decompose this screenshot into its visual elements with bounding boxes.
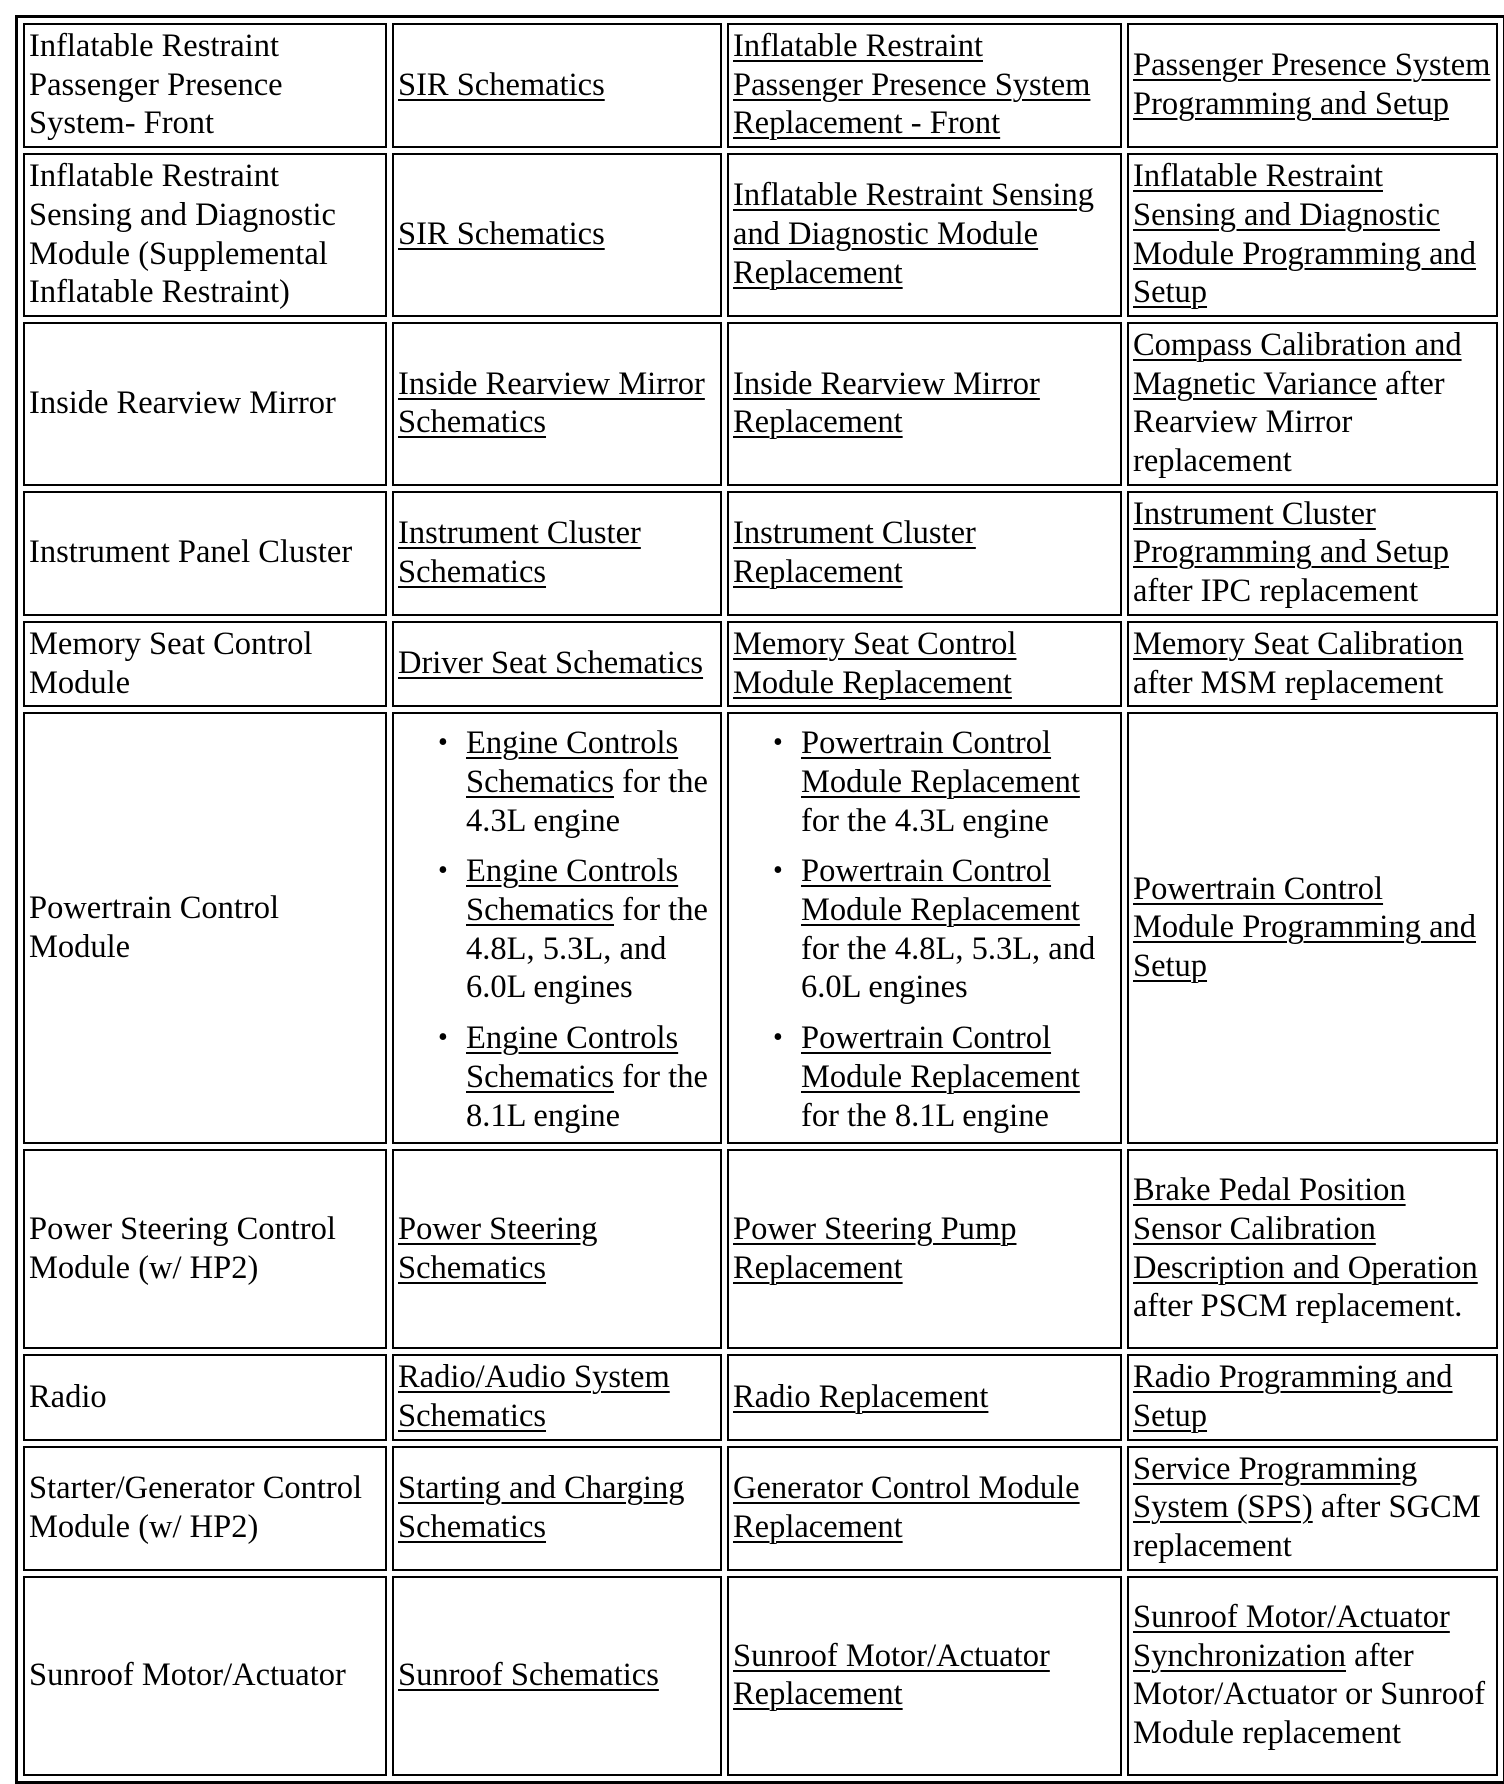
list-item <box>466 852 716 1007</box>
programming-link[interactable]: Passenger Presence System Programming and Setup <box>1133 47 1491 123</box>
replacement-link[interactable]: Powertrain Control Module Replacement <box>801 853 1080 929</box>
programming-link[interactable]: Memory Seat Calibration <box>1133 625 1464 662</box>
schematics-link[interactable]: Engine Controls Schematics <box>466 1020 679 1095</box>
schematics-link[interactable]: SIR Schematics <box>398 216 605 253</box>
replacement-link[interactable]: Memory Seat Control Module Replacement <box>733 625 1017 701</box>
programming-cell <box>1127 491 1498 616</box>
programming-link[interactable]: Instrument Cluster Programming and Setup <box>1133 495 1449 571</box>
component-name: Power Steering Control Module (w/ HP2) <box>29 1211 336 1286</box>
table-row <box>23 1446 1498 1571</box>
programming-cell <box>1127 322 1498 486</box>
replacement-cell <box>727 23 1122 148</box>
replacement-cell <box>727 1354 1122 1440</box>
list-item <box>801 724 1116 840</box>
replacement-link[interactable]: Inside Rearview Mirror Replacement <box>733 365 1040 441</box>
engine-note: for the 8.1L engine <box>466 1058 708 1134</box>
table-row <box>23 1576 1498 1776</box>
replacement-link[interactable]: Sunroof Motor/Actuator Replacement <box>733 1637 1050 1713</box>
programming-cell <box>1127 153 1498 317</box>
component-cell <box>23 1576 387 1776</box>
schematics-cell <box>392 621 722 707</box>
component-name: Sunroof Motor/Actuator <box>29 1656 346 1693</box>
table-row <box>23 322 1498 486</box>
component-cell <box>23 23 387 148</box>
table-row <box>23 491 1498 616</box>
replacement-cell <box>727 621 1122 707</box>
schematics-link[interactable]: Sunroof Schematics <box>398 1656 659 1693</box>
programming-link[interactable]: Brake Pedal Position Sensor Calibration Description and Operation <box>1133 1172 1478 1286</box>
component-name: Starter/Generator Control Module (w/ HP2) <box>29 1470 363 1545</box>
programming-cell <box>1127 1446 1498 1571</box>
replacement-cell <box>727 1446 1122 1571</box>
programming-cell <box>1127 712 1498 1144</box>
schematics-link[interactable]: Starting and Charging Schematics <box>398 1470 685 1545</box>
schematics-link[interactable]: Engine Controls Schematics <box>466 853 679 929</box>
schematics-cell <box>392 491 722 616</box>
programming-link[interactable]: Service Programming System (SPS) <box>1133 1450 1418 1526</box>
schematics-link[interactable]: Driver Seat Schematics <box>398 645 704 682</box>
schematics-link[interactable]: Power Steering Schematics <box>398 1211 598 1286</box>
programming-note: after Rearview Mirror replacement <box>1133 365 1445 480</box>
programming-note: after SGCM replacement <box>1133 1489 1481 1565</box>
replacement-link[interactable]: Instrument Cluster Replacement <box>733 515 976 590</box>
replacement-link[interactable]: Powertrain Control Module Replacement <box>801 1020 1080 1095</box>
schematics-list <box>398 724 716 1135</box>
schematics-cell <box>392 1149 722 1349</box>
replacement-link[interactable]: Inflatable Restraint Passenger Presence System Replacement - Front <box>733 28 1091 142</box>
replacement-cell <box>727 322 1122 486</box>
list-item <box>466 724 716 840</box>
engine-note: for the 4.3L engine <box>801 802 1049 839</box>
component-name: Inflatable Restraint Sensing and Diagnostic Module (Supplemental Inflatable Restraint) <box>29 158 336 311</box>
replacement-cell <box>727 1576 1122 1776</box>
programming-cell <box>1127 1354 1498 1440</box>
replacement-link[interactable]: Generator Control Module Replacement <box>733 1470 1080 1545</box>
component-name: Inside Rearview Mirror <box>29 384 336 421</box>
replacement-list <box>733 724 1116 1135</box>
table-row <box>23 23 1498 148</box>
table-row <box>23 621 1498 707</box>
table-row <box>23 1354 1498 1440</box>
schematics-cell <box>392 1576 722 1776</box>
component-cell <box>23 1446 387 1571</box>
table-row <box>23 1149 1498 1349</box>
component-cell <box>23 153 387 317</box>
programming-note: after Motor/Actuator or Sunroof Module replacement <box>1133 1637 1486 1751</box>
engine-note: for the 8.1L engine <box>801 1097 1049 1134</box>
schematics-link[interactable]: SIR Schematics <box>398 66 605 103</box>
component-cell <box>23 621 387 707</box>
list-item <box>801 1019 1116 1135</box>
schematics-cell <box>392 322 722 486</box>
engine-note: for the 4.8L, 5.3L, and 6.0L engines <box>801 930 1096 1006</box>
programming-cell <box>1127 23 1498 148</box>
component-name: Instrument Panel Cluster <box>29 534 353 571</box>
component-name: Inflatable Restraint Passenger Presence System- Front <box>29 28 283 142</box>
table-row <box>23 153 1498 317</box>
replacement-link[interactable]: Inflatable Restraint Sensing and Diagnostic Module Replacement <box>733 177 1095 291</box>
schematics-cell <box>392 712 722 1144</box>
component-programming-table <box>15 15 1504 1784</box>
component-name: Radio <box>29 1378 107 1415</box>
component-cell <box>23 1354 387 1440</box>
programming-link[interactable]: Powertrain Control Module Programming and Setup <box>1133 870 1477 985</box>
replacement-cell <box>727 491 1122 616</box>
replacement-link[interactable]: Power Steering Pump Replacement <box>733 1211 1017 1286</box>
programming-link[interactable]: Radio Programming and Setup <box>1133 1359 1453 1434</box>
replacement-link[interactable]: Radio Replacement <box>733 1378 989 1415</box>
replacement-cell <box>727 712 1122 1144</box>
schematics-link[interactable]: Instrument Cluster Schematics <box>398 515 641 590</box>
list-item <box>466 1019 716 1135</box>
schematics-cell <box>392 1446 722 1571</box>
programming-note: after PSCM replacement. <box>1133 1288 1463 1325</box>
component-name: Memory Seat Control Module <box>29 625 313 701</box>
component-cell <box>23 712 387 1144</box>
list-item <box>801 852 1116 1007</box>
component-cell <box>23 322 387 486</box>
schematics-cell <box>392 23 722 148</box>
engine-note: for the 4.3L engine <box>466 763 708 839</box>
replacement-cell <box>727 1149 1122 1349</box>
replacement-cell <box>727 153 1122 317</box>
component-cell <box>23 491 387 616</box>
programming-cell <box>1127 1149 1498 1349</box>
programming-link[interactable]: Compass Calibration and Magnetic Variance <box>1133 326 1462 402</box>
programming-link[interactable]: Sunroof Motor/Actuator Synchronization <box>1133 1598 1450 1674</box>
replacement-link[interactable]: Powertrain Control Module Replacement <box>801 725 1080 800</box>
engine-note: for the 4.8L, 5.3L, and 6.0L engines <box>466 892 708 1006</box>
programming-cell <box>1127 1576 1498 1776</box>
component-cell <box>23 1149 387 1349</box>
programming-note: after MSM replacement <box>1133 664 1444 701</box>
schematics-link[interactable]: Engine Controls Schematics <box>466 725 679 800</box>
schematics-link[interactable]: Radio/Audio System Schematics <box>398 1359 670 1434</box>
schematics-cell <box>392 153 722 317</box>
table-row <box>23 712 1498 1144</box>
schematics-cell <box>392 1354 722 1440</box>
schematics-link[interactable]: Inside Rearview Mirror Schematics <box>398 365 705 441</box>
programming-cell <box>1127 621 1498 707</box>
programming-note: after IPC replacement <box>1133 573 1419 610</box>
programming-link[interactable]: Inflatable Restraint Sensing and Diagnostic Module Programming and Setup <box>1133 158 1477 311</box>
component-name: Powertrain Control Module <box>29 890 280 965</box>
